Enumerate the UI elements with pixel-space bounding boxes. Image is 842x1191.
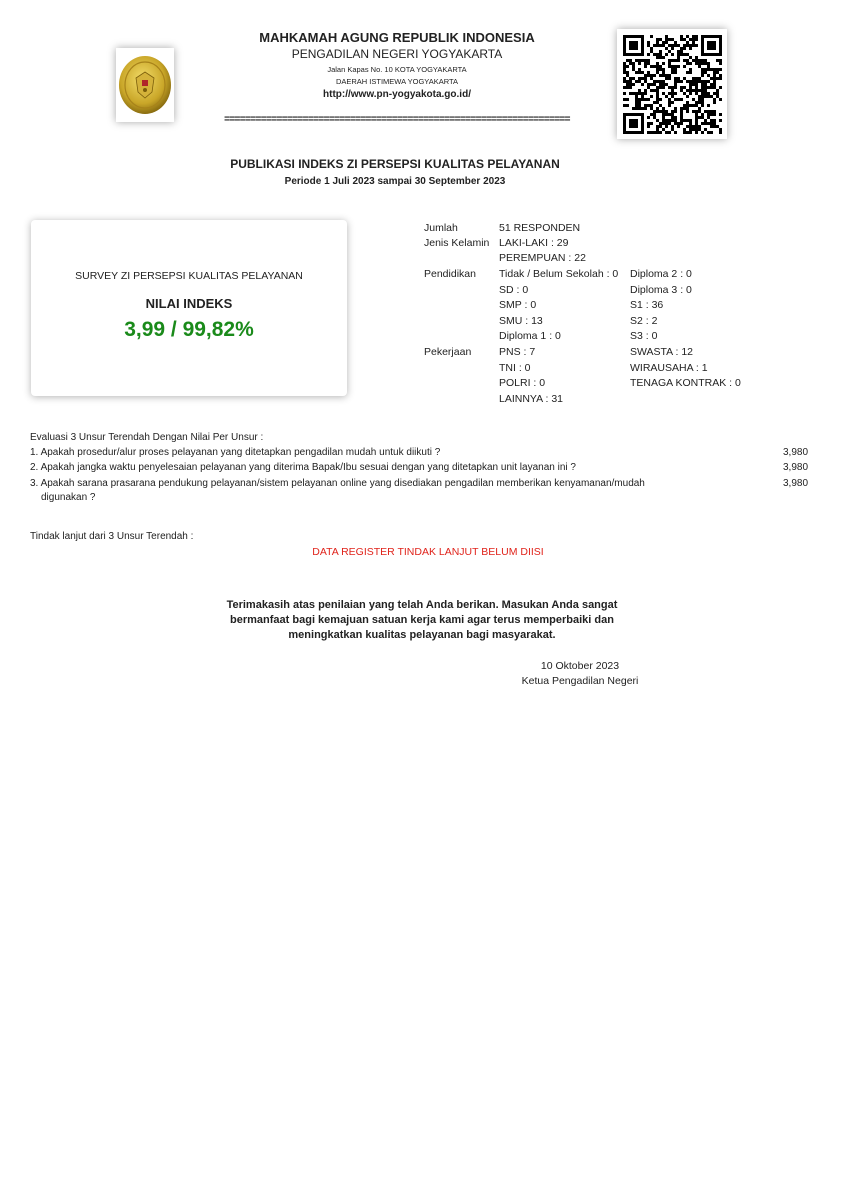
header-address-1: Jalan Kapas No. 10 KOTA YOGYAKARTA: [327, 65, 467, 74]
header-website[interactable]: http://www.pn-yogyakota.go.id/: [323, 89, 471, 100]
followup-label: Tindak lanjut dari 3 Unsur Terendah :: [30, 531, 194, 542]
education-item: S2 : 2: [630, 314, 658, 327]
jumlah-label: Jumlah: [424, 222, 458, 234]
index-label: NILAI INDEKS: [145, 296, 233, 311]
survey-index-card: [31, 220, 347, 396]
signature-role: Ketua Pengadilan Negeri: [521, 675, 639, 687]
job-list-1: [499, 345, 563, 407]
education-item: SD : 0: [499, 283, 529, 296]
education-item: Diploma 2 : 0: [630, 268, 692, 280]
evaluation-item-2: 2. Apakah jangka waktu penyelesaian pelayanan yang diterima Bapak/Ibu sesuai dengan yang ditetapkan unit layanan ini ?: [30, 462, 576, 473]
jumlah-value: 51 RESPONDEN: [499, 222, 581, 234]
gender-label: Jenis Kelamin: [424, 237, 490, 249]
thanks-line: Terimakasih atas penilaian yang telah Anda berikan. Masukan Anda sangat: [226, 599, 618, 611]
education-item: Tidak / Belum Sekolah : 0: [499, 268, 619, 280]
evaluation-item-3-continued: digunakan ?: [41, 492, 96, 503]
signature-date: 10 Oktober 2023: [540, 660, 620, 672]
job-item: WIRAUSAHA : 1: [630, 361, 708, 374]
job-item: SWASTA : 12: [630, 346, 694, 358]
evaluation-value-3: 3,980: [783, 478, 809, 489]
evaluation-value-2: 3,980: [783, 462, 809, 473]
job-item: LAINNYA : 31: [499, 392, 564, 405]
education-item: Diploma 3 : 0: [630, 283, 692, 296]
job-item: POLRI : 0: [499, 377, 546, 389]
education-item: SMP : 0: [499, 299, 537, 311]
education-item: S3 : 0: [630, 330, 658, 342]
thanks-line: bermanfaat bagi kemajuan satuan kerja kami agar terus memperbaiki dan: [230, 614, 614, 626]
evaluation-item-3: 3. Apakah sarana prasarana pendukung pelayanan/sistem pelayanan online yang disediakan pengadilan memberikan kenyamanan/mudah: [30, 478, 645, 489]
job-item: TNI : 0: [499, 361, 531, 374]
survey-title: SURVEY ZI PERSEPSI KUALITAS PELAYANAN: [75, 270, 303, 282]
evaluation-value-1: 3,980: [783, 447, 809, 458]
publication-period: Periode 1 Juli 2023 sampai 30 September 2023: [284, 176, 506, 187]
evaluation-item-1: 1. Apakah prosedur/alur proses pelayanan yang ditetapkan pengadilan mudah untuk diikuti ?: [30, 447, 441, 458]
gender-female: PEREMPUAN : 22: [499, 252, 586, 264]
education-item: SMU : 13: [499, 314, 543, 327]
job-list-2: [630, 345, 741, 392]
index-value: 3,99 / 99,82%: [124, 318, 254, 341]
followup-status: DATA REGISTER TINDAK LANJUT BELUM DIISI: [312, 546, 544, 558]
header-address-2: DAERAH ISTIMEWA YOGYAKARTA: [335, 77, 459, 86]
thanks-message: [160, 598, 684, 643]
education-list-2: [630, 267, 692, 345]
header-court: PENGADILAN NEGERI YOGYAKARTA: [291, 47, 503, 61]
job-label: Pekerjaan: [424, 346, 472, 358]
publication-title: PUBLIKASI INDEKS ZI PERSEPSI KUALITAS PELAYANAN: [230, 157, 560, 171]
job-item: PNS : 7: [499, 346, 536, 358]
header-institution: MAHKAMAH AGUNG REPUBLIK INDONESIA: [259, 30, 535, 45]
education-label: Pendidikan: [424, 268, 476, 280]
qr-code: [617, 29, 727, 139]
education-item: Diploma 1 : 0: [499, 330, 561, 342]
education-item: S1 : 36: [630, 299, 664, 311]
gender-male: LAKI-LAKI : 29: [499, 237, 569, 249]
court-logo: [116, 48, 174, 122]
job-item: TENAGA KONTRAK : 0: [630, 377, 741, 389]
evaluation-title: Evaluasi 3 Unsur Terendah Dengan Nilai Per Unsur :: [30, 432, 264, 443]
education-list-1: [499, 267, 618, 345]
thanks-line: meningkatkan kualitas pelayanan bagi masyarakat.: [288, 629, 556, 641]
header-separator: ==================================================================: [224, 114, 570, 125]
